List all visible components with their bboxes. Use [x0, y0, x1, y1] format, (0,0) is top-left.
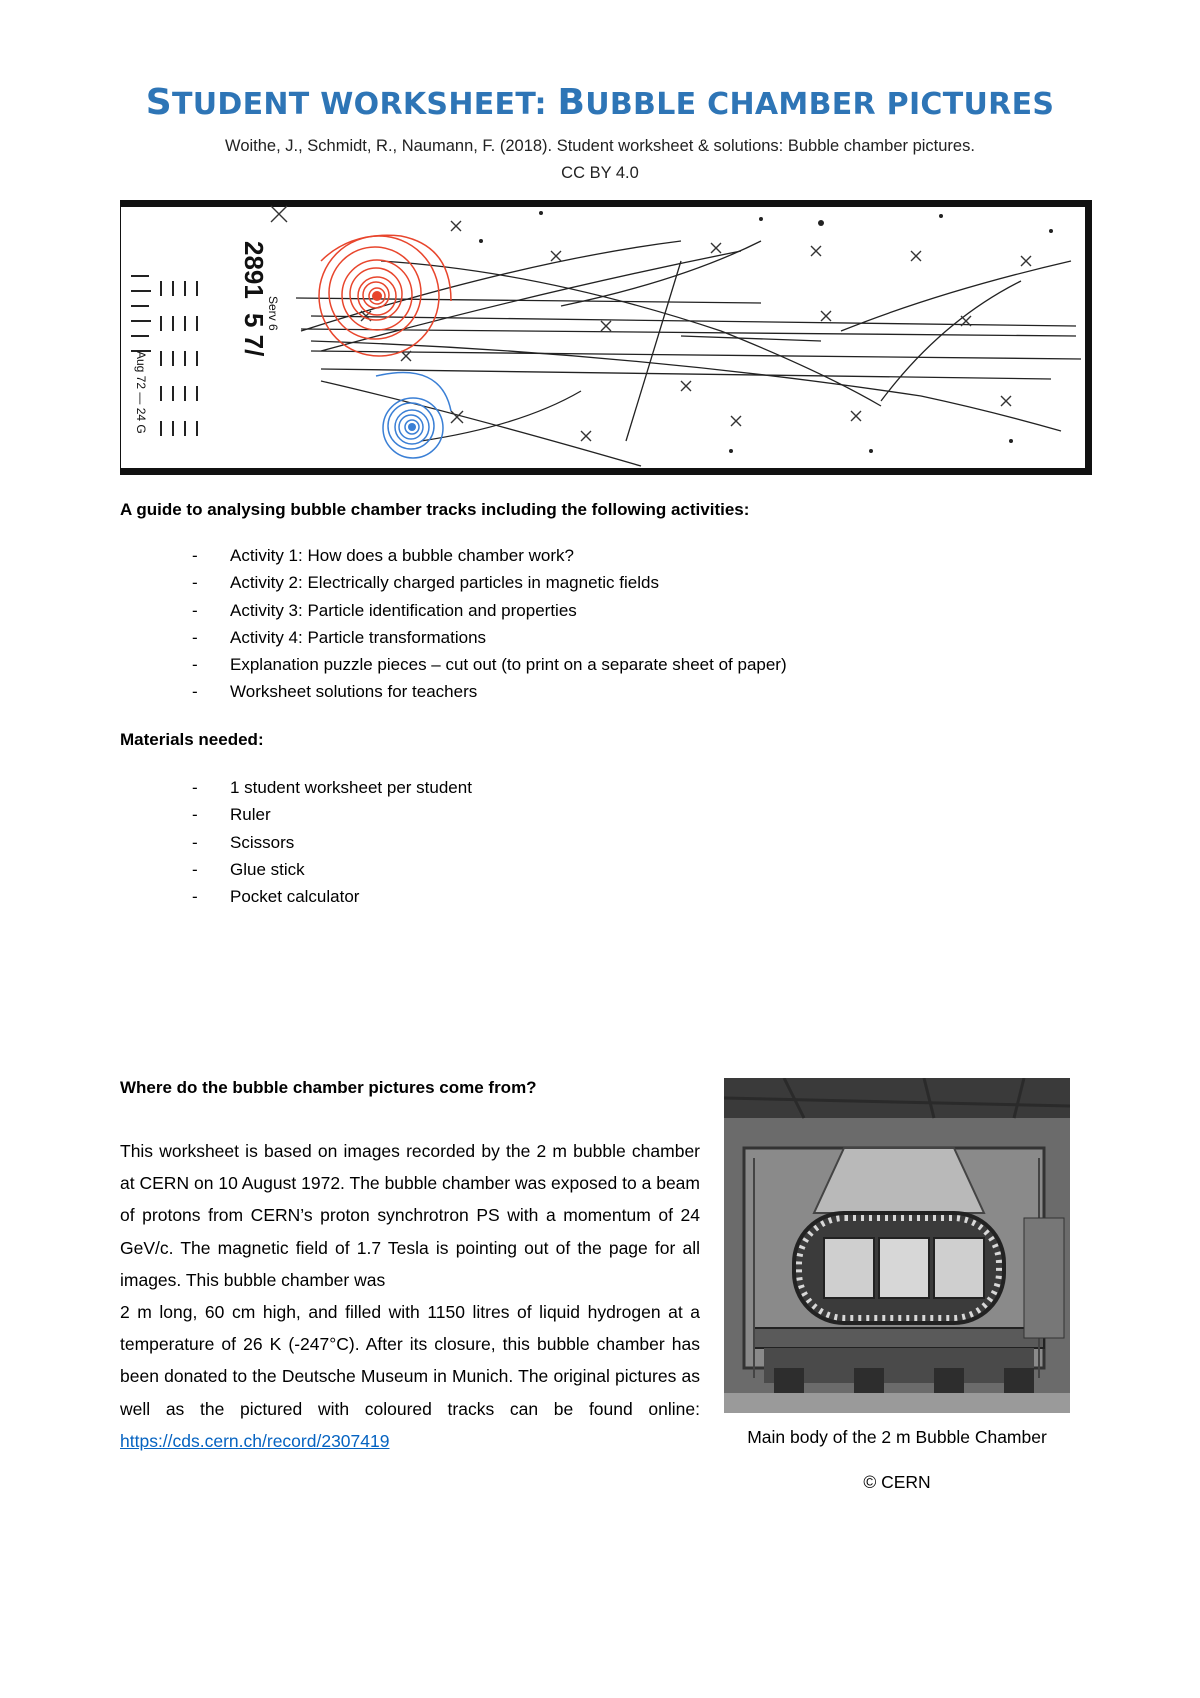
title-cap-2: B: [557, 82, 586, 123]
citation-block: [0, 133, 1200, 187]
origin-heading: Where do the bubble chamber pictures come from?: [120, 1078, 537, 1097]
activities-list: [192, 542, 787, 706]
origin-paragraph-1: This worksheet is based on images recorded by the 2 m bubble chamber at CERN on 10 August 1972. The bubble chamber was exposed to a beam of protons from CERN’s proton synchrotron PS with a momentum of 24 GeV/c. The magnetic field of 1.7 Tesla is pointing out of the page for all images. This bubble chamber was: [120, 1141, 700, 1290]
list-item: - Scissors: [192, 832, 295, 852]
citation-text: Woithe, J., Schmidt, R., Naumann, F. (2018). Student worksheet & solutions: Bubble chamber pictures.: [225, 137, 975, 155]
list-item: - 1 student worksheet per student: [192, 778, 472, 797]
origin-paragraph-2: 2 m long, 60 cm high, and filled with 1150 litres of liquid hydrogen at a temperature of 26 K (-247°C). After its closure, this bubble chamber has been donated to the Deutsche Museum in Munich. The original pictures as well as the pictured with coloured tracks can be found online:: [120, 1302, 700, 1419]
bubble-chamber-photo-graphic: [724, 1078, 1070, 1413]
page-title: [0, 82, 1200, 123]
list-item: - Glue stick: [192, 859, 305, 879]
title-part-2: UBBLE CHAMBER PICTURES: [585, 87, 1055, 122]
view-mark: Serv 6: [266, 296, 280, 331]
origin-body: [120, 1135, 700, 1457]
list-item: - Explanation puzzle pieces – cut out (to print on a separate sheet of paper): [192, 655, 787, 675]
photo-credit: © CERN: [863, 1472, 931, 1492]
roll-number-mark: 5 7/: [239, 313, 269, 357]
bubble-chamber-tracks-graphic: [121, 201, 1091, 474]
date-edge-mark: Aug 72 — 24 G: [134, 351, 148, 434]
license-text: CC BY 4.0: [561, 164, 639, 182]
list-item: - Activity 2: Electrically charged particles in magnetic fields: [192, 573, 659, 593]
list-item: - Activity 4: Particle transformations: [192, 627, 487, 647]
frame-number-mark: 2891: [239, 241, 269, 299]
title-part-1: TUDENT WORKSHEET:: [171, 87, 558, 122]
photo-caption: Main body of the 2 m Bubble Chamber: [747, 1427, 1047, 1447]
list-item: - Worksheet solutions for teachers: [192, 682, 478, 702]
list-item: - Pocket calculator: [192, 887, 360, 907]
activities-heading: A guide to analysing bubble chamber tracks including the following activities:: [120, 500, 750, 519]
title-cap-1: S: [145, 82, 172, 123]
bubble-chamber-image: [120, 200, 1092, 475]
cds-record-link[interactable]: https://cds.cern.ch/record/2307419: [120, 1430, 390, 1451]
materials-heading: Materials needed:: [120, 730, 264, 749]
list-item: - Activity 3: Particle identification and properties: [192, 600, 577, 620]
list-item: - Activity 1: How does a bubble chamber work?: [192, 546, 574, 565]
materials-list: [192, 774, 472, 910]
bubble-chamber-photo: [724, 1078, 1070, 1413]
list-item: - Ruler: [192, 805, 271, 825]
